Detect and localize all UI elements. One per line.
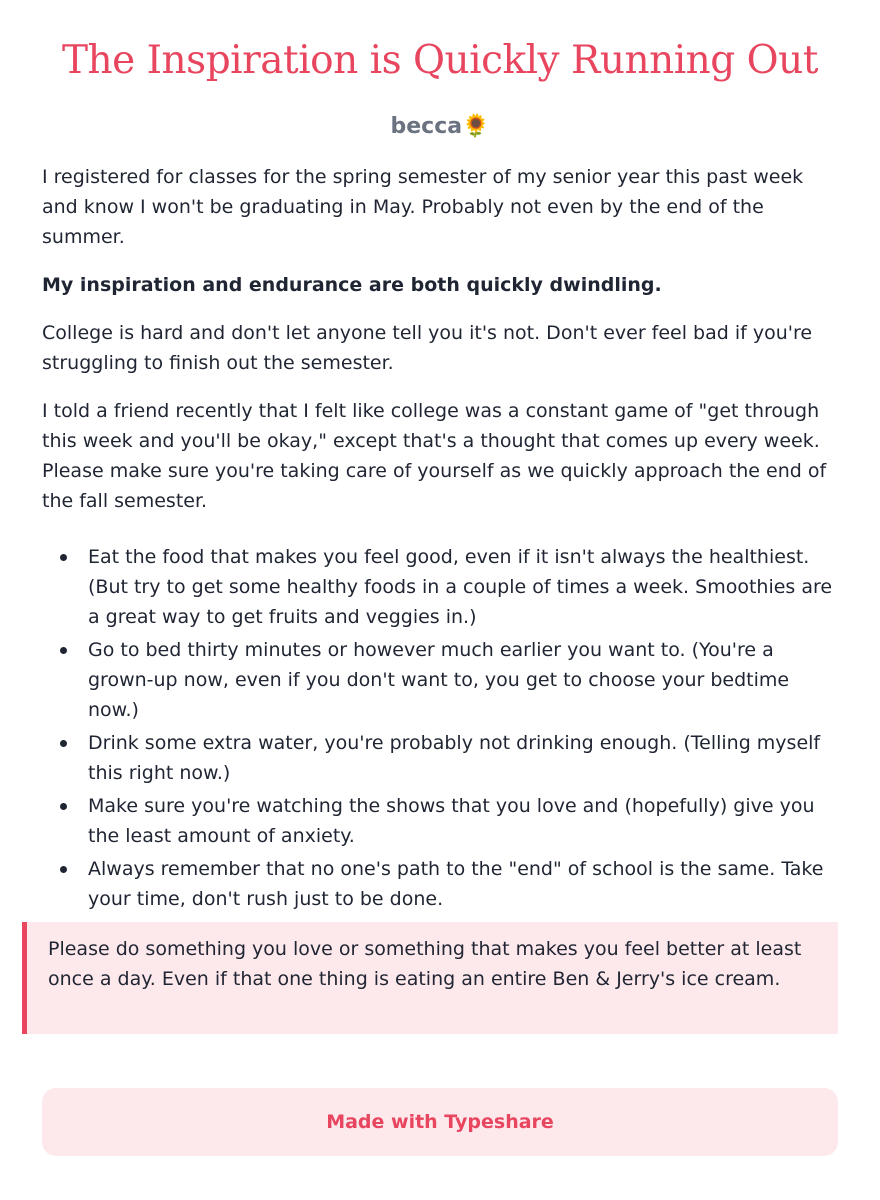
list-item: Eat the food that makes you feel good, even if it isn't always the healthiest. (But try to get some healthy foods in a couple of times a week. Smoothies are a great way to get fruits and veggies in.) [88,542,842,632]
paragraph-friend-story: I told a friend recently that I felt like college was a constant game of "get through this week and you'll be okay," except that's a thought that comes up every week. Please make sure you're taking care of yourself as we quickly approach the end of the fall semester. [42,400,827,512]
article-body [42,162,842,917]
made-with-typeshare-button[interactable]: Made with Typeshare [42,1088,838,1156]
list-item: Make sure you're watching the shows that you love and (hopefully) give you the least amount of anxiety. [88,791,842,851]
author-name: becca🌻 [390,114,490,139]
list-item: Always remember that no one's path to the "end" of school is the same. Take your time, don't rush just to be done. [88,854,842,914]
paragraph-college-hard: College is hard and don't let anyone tell you it's not. Don't ever feel bad if you're struggling to finish out the semester. [42,322,813,374]
self-care-list [42,542,842,914]
list-item: Drink some extra water, you're probably not drinking enough. (Telling myself this right now.) [88,728,842,788]
list-item: Go to bed thirty minutes or however much earlier you want to. (You're a grown-up now, even if you don't want to, you get to choose your bedtime now.) [88,635,842,725]
blockquote: Please do something you love or something that makes you feel better at least once a day. Even if that one thing is eating an entire Ben & Jerry's ice cream. [22,922,838,1034]
paragraph-intro: I registered for classes for the spring semester of my senior year this past week and know I won't be graduating in May. Probably not even by the end of the summer. [42,166,804,248]
article-title: The Inspiration is Quickly Running Out [62,38,818,83]
paragraph-bold-statement: My inspiration and endurance are both quickly dwindling. [42,274,662,296]
